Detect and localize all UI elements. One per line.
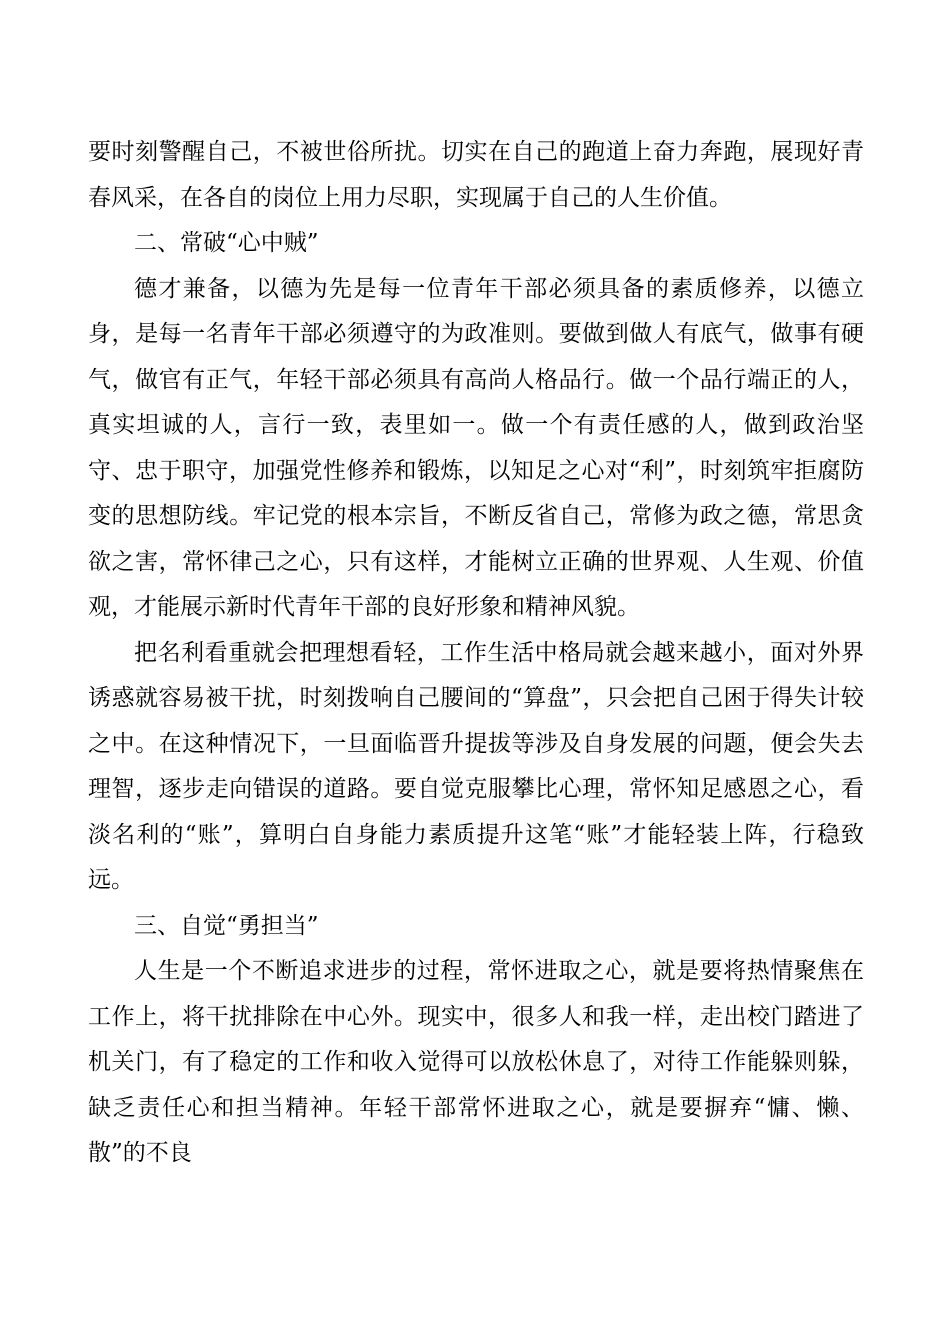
document-body (88, 130, 864, 1177)
paragraph-fame-profit: 把名利看重就会把理想看轻，工作生活中格局就会越来越小，面对外界诱惑就容易被干扰，时刻拨响自己腰间的“算盘”，只会把自己困于得失计较之中。在这种情况下，一旦面临晋升提拔等涉及自身发展的问题，便会失去理智，逐步走向错误的道路。要自觉克服攀比心理，常怀知足感恩之心，看淡名利的“账”，算明白自身能力素质提升这笔“账”才能轻装上阵，行稳致远。 (88, 639, 864, 893)
paragraph-continuation: 要时刻警醒自己，不被世俗所扰。切实在自己的跑道上奋力奔跑，展现好青春风采，在各自的岗位上用力尽职，实现属于自己的人生价值。 (88, 139, 864, 211)
paragraph-virtue: 德才兼备，以德为先是每一位青年干部必须具备的素质修养，以德立身，是每一名青年干部必须遵守的为政准则。要做到做人有底气，做事有硬气，做官有正气，年轻干部必须具有高尚人格品行。做一个品行端正的人，真实坦诚的人，言行一致，表里如一。做一个有责任感的人，做到政治坚守、忠于职守，加强党性修养和锻炼，以知足之心对“利”，时刻筑牢拒腐防变的思想防线。牢记党的根本宗旨，不断反省自己，常修为政之德，常思贪欲之害，常怀律己之心，只有这样，才能树立正确的世界观、人生观、价值观，才能展示新时代青年干部的良好形象和精神风貌。 (88, 275, 864, 620)
paragraph-progress: 人生是一个不断追求进步的过程，常怀进取之心，就是要将热情聚焦在工作上，将干扰排除在中心外。现实中，很多人和我一样，走出校门踏进了机关门，有了稳定的工作和收入觉得可以放松休息了，对待工作能躲则躲，缺乏责任心和担当精神。年轻干部常怀进取之心，就是要摒弃“慵、懒、散”的不良 (88, 958, 864, 1166)
section-heading-3: 三、自觉“勇担当” (134, 912, 319, 939)
section-heading-2: 二、常破“心中贼” (134, 230, 319, 256)
